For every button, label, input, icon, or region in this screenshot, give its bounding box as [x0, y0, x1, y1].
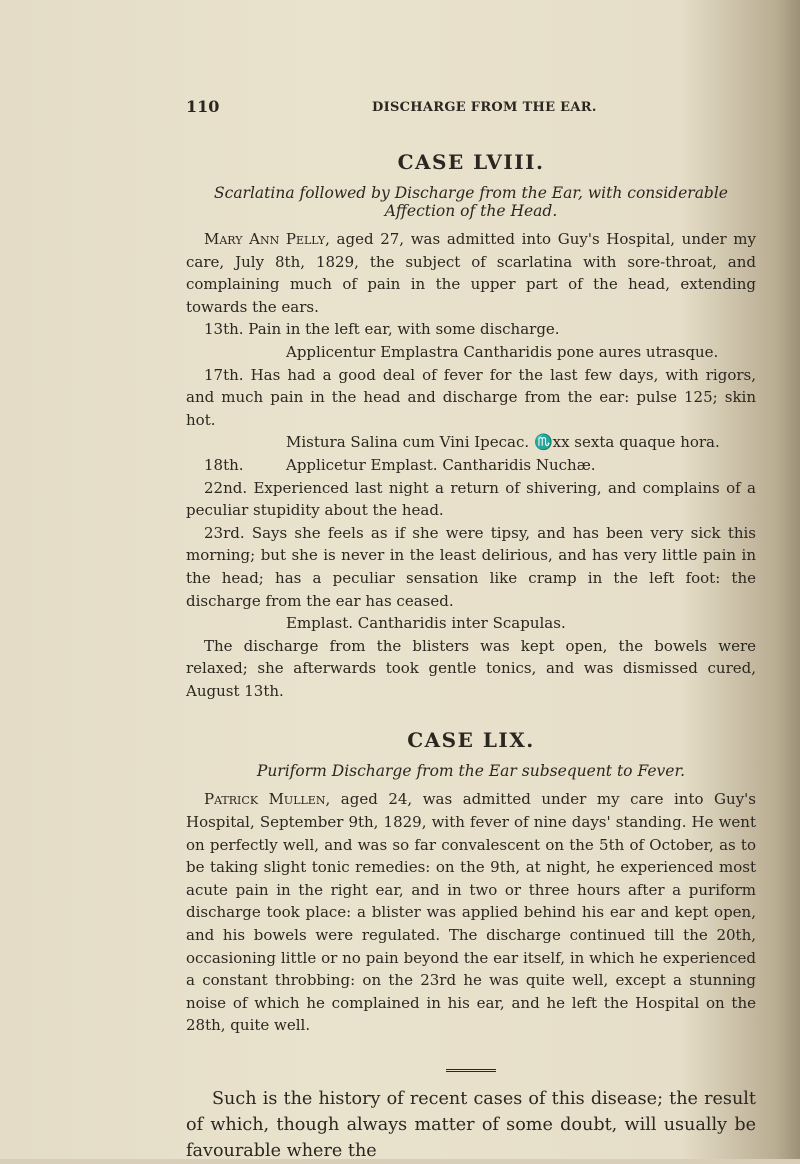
- case-subtitle: Puriform Discharge from the Ear subsequent to Fever.: [256, 762, 686, 781]
- entry-13th: 13th. Pain in the left ear, with some discharge.: [204, 320, 560, 339]
- section-gap: [186, 702, 756, 728]
- prescription: Mistura Salina cum Vini Ipecac. ♏xx sexta quaque hora.: [286, 433, 720, 452]
- case-body-text: , aged 24, was admitted under my care into Guy's Hospital, September 9th, 1829, with fever of nine days' standing. He went on perfectly well, and was so far convalescent on the 5th of October, as to be taking slight tonic remedies: on the 9th, at night, he experienced most acute pain in the right ear, and in two or three hours after a puriform discharge took place: a blister was applied behind his ear and kept open, and his bowels were regulated. The discharge continued till the 20th, occasioning little or no pain beyond the ear itself, in which he experienced a constant throbbing: on the 23rd he was quite well, except a stunning noise of which he complained in his ear, and he left the Hospital on the 28th, quite well.: [186, 790, 757, 1035]
- page-body: [186, 150, 756, 1164]
- patient-name: Mary Ann Pelly: [204, 230, 326, 248]
- entry-18th: [186, 454, 756, 477]
- closing-paragraph: Such is the history of recent cases of this disease; the result of which, though always matter of some doubt, will usually be favourable where the: [186, 1089, 756, 1161]
- page-header: [186, 97, 756, 119]
- case-58: [186, 150, 756, 702]
- entry-22nd: 22nd. Experienced last night a return of shivering, and complains of a peculiar stupidity about the head.: [186, 478, 756, 520]
- entry-date: 18th.: [204, 455, 244, 474]
- intro-text: , aged 27, was admitted into Guy's Hospital, under my care, July 8th, 1829, the subject of scarlatina with sore-throat, and complaining much of pain in the upper part of the head, extending towards the ears.: [186, 230, 756, 316]
- entry-23rd: 23rd. Says she feels as if she were tipsy, and has been very sick this morning; but she is never in the least delirious, and has very little pain in the head; has a peculiar sensation like cramp in the left foot: the discharge from the ear has ceased.: [186, 523, 756, 610]
- section-divider: [186, 1057, 756, 1076]
- case-title: CASE LIX.: [407, 728, 535, 753]
- prescription: Emplast. Cantharidis inter Scapulas.: [286, 614, 566, 633]
- page-number: 110: [186, 97, 220, 116]
- case-title: CASE LVIII.: [397, 150, 545, 174]
- entry-17th: 17th. Has had a good deal of fever for the last few days, with rigors, and much pain in the head and discharge from the ear: pulse 125; skin hot.: [186, 365, 756, 429]
- case-59: [186, 728, 756, 1037]
- case-outcome: The discharge from the blisters was kept open, the bowels were relaxed; she afterwards took gentle tonics, and was dismissed cured, August 13th.: [186, 636, 756, 700]
- case-subtitle: Scarlatina followed by Discharge from the Ear, with considerable Affection of the Head.: [214, 184, 728, 220]
- prescription: Applicetur Emplast. Cantharidis Nuchæ.: [286, 455, 596, 474]
- patient-name: Patrick Mullen: [204, 790, 326, 809]
- case-intro-paragraph: [186, 228, 756, 318]
- double-rule: [446, 1069, 496, 1072]
- prescription: Applicentur Emplastra Cantharidis pone aures utrasque.: [286, 342, 719, 361]
- running-head: DISCHARGE FROM THE EAR.: [372, 100, 597, 115]
- case-body-paragraph: [186, 788, 756, 1037]
